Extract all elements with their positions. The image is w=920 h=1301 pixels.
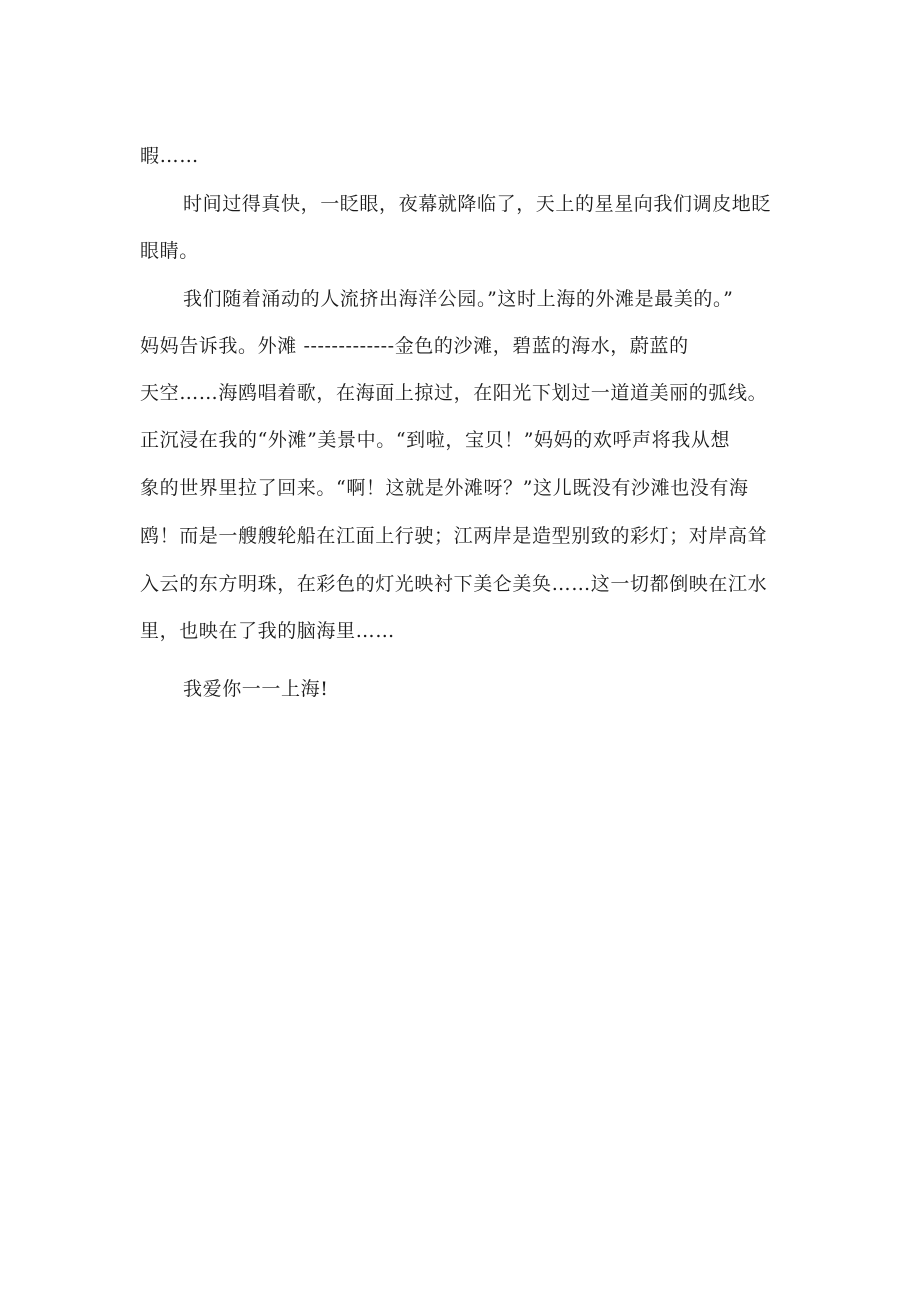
text-line: 象的世界里拉了回来。“啊！这就是外滩呀？”这儿既没有沙滩也没有海 [140, 477, 749, 499]
text-line: 我们随着涌动的人流挤出海洋公园。”这时上海的外滩是最美的。” [183, 288, 734, 310]
text-line: 正沉浸在我的“外滩”美景中。“到啦，宝贝！”妈妈的欢呼声将我从想 [140, 429, 731, 451]
text-line: 我爱你一一上海! [183, 678, 329, 700]
text-line: 入云的东方明珠，在彩色的灯光映衬下美仑美奂……这一切都倒映在江水 [140, 573, 768, 595]
text-line: 暇…… [140, 145, 199, 167]
text-line: 里，也映在了我的脑海里…… [140, 620, 395, 642]
text-line: 鸥！而是一艘艘轮船在江面上行驶；江两岸是造型别致的彩灯；对岸高耸 [140, 525, 768, 547]
text-line: 天空……海鸥唱着歌，在海面上掠过，在阳光下划过一道道美丽的弧线。 [140, 382, 768, 404]
text-line: 眼睛。 [140, 240, 199, 262]
text-line: 时间过得真快，一眨眼，夜幕就降临了，天上的星星向我们调皮地眨 [183, 193, 772, 215]
text-line: 妈妈告诉我。外滩 -------------金色的沙滩，碧蓝的海水，蔚蓝的 [140, 335, 689, 357]
